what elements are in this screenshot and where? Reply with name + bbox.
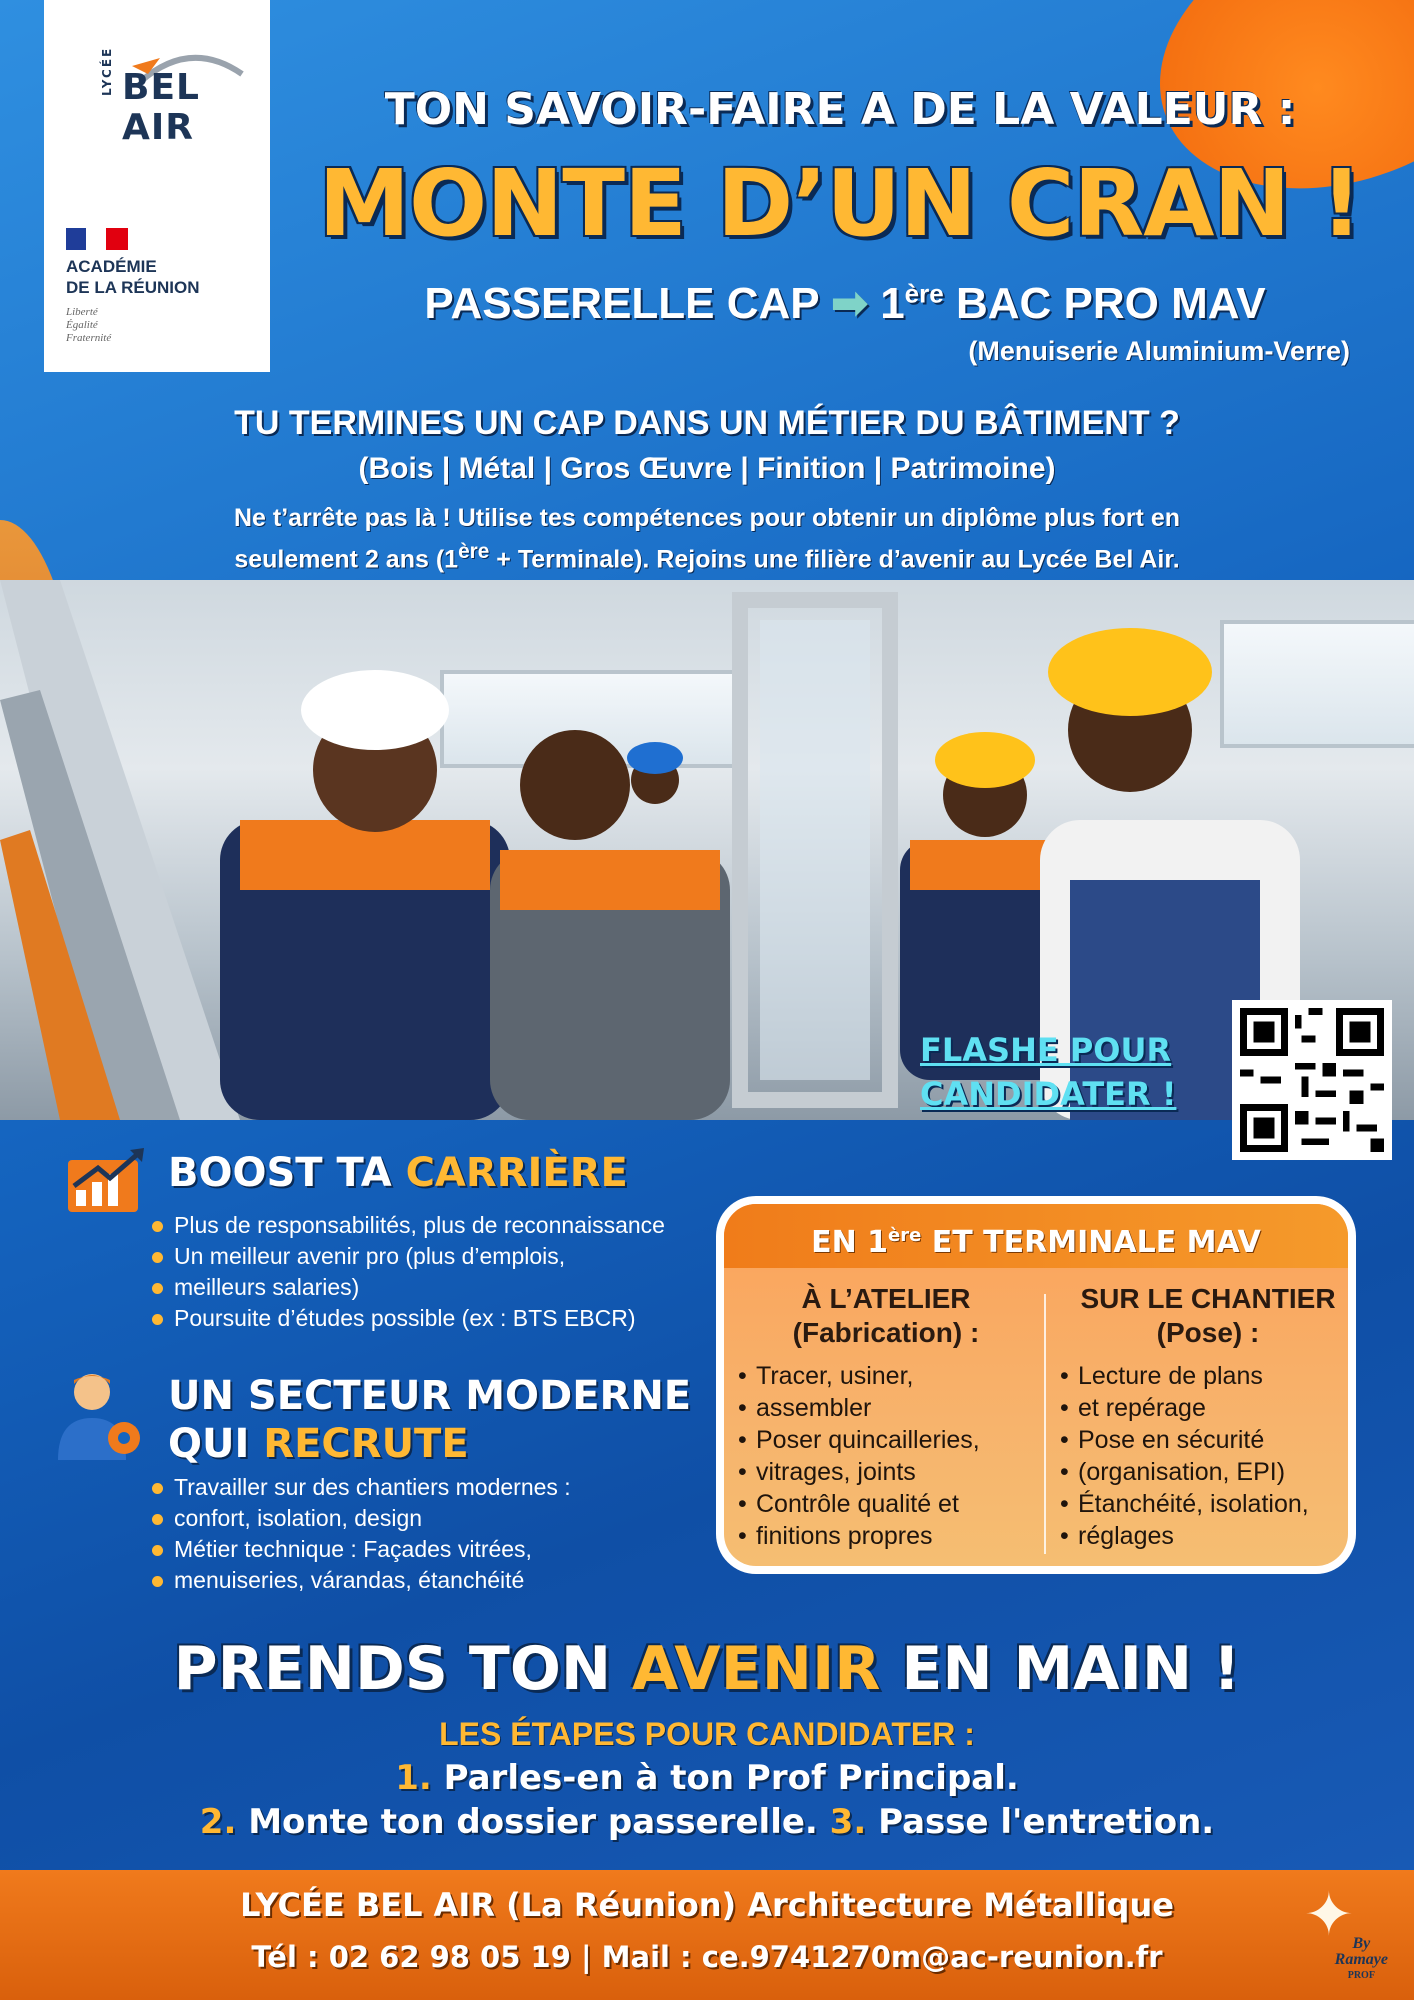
list-item: • Contrôle qualité et (736, 1488, 1036, 1520)
list-item: • Étanchéité, isolation, (1058, 1488, 1348, 1520)
headline-top: TON SAVOIR-FAIRE A DE LA VALEUR : (384, 84, 1296, 135)
list-item: confort, isolation, design (150, 1503, 710, 1534)
french-flag-icon (66, 228, 128, 250)
steps-title: LES ÉTAPES POUR CANDIDATER : (439, 1716, 975, 1752)
qr-code-icon (1240, 1008, 1384, 1152)
list-item: • finitions propres (736, 1520, 1036, 1552)
step-2-3: 2. Monte ton dossier passerelle. 3. Passe l'entretion. (199, 1802, 1215, 1842)
intro-question: TU TERMINES UN CAP DANS UN MÉTIER DU BÂTIMENT ? (234, 404, 1180, 442)
list-item: Travailler sur des chantiers modernes : (150, 1472, 710, 1503)
list-item: • Tracer, usiner, (736, 1360, 1036, 1392)
list-item: • réglages (1058, 1520, 1348, 1552)
intro-trades: (Bois | Métal | Gros Œuvre | Finition | Patrimoine) (358, 452, 1056, 485)
list-item: • Pose en sécurité (1058, 1424, 1348, 1456)
program-card-title: EN 1ère ET TERMINALE MAV (724, 1204, 1348, 1268)
passerelle-line: PASSERELLE CAP ➡ 1ère BAC PRO MAV (424, 278, 1266, 328)
career-growth-icon (64, 1146, 152, 1222)
school-logo-card (44, 0, 270, 372)
list-item: • Lecture de plans (1058, 1360, 1348, 1392)
boost-title: BOOST TA CARRIÈRE (168, 1150, 628, 1196)
academie-label: ACADÉMIE DE LA RÉUNION (66, 257, 200, 297)
step-1: 1. Parles-en à ton Prof Principal. (395, 1758, 1019, 1798)
list-item: menuiseries, várandas, étanchéité (150, 1565, 710, 1596)
boost-list (150, 1210, 710, 1334)
logo-bel: BEL (122, 67, 200, 108)
logo-air: AIR (122, 107, 194, 148)
logo-lycee-text: LYCÉE (100, 46, 114, 96)
list-item: Plus de responsabilités, plus de reconnaissance (150, 1210, 710, 1241)
republic-motto: Liberté Égalité Fraternité (66, 306, 112, 344)
list-item: • Poser quincailleries, (736, 1424, 1036, 1456)
list-item: Métier technique : Façades vitrées, (150, 1534, 710, 1565)
column-divider (1044, 1294, 1046, 1554)
footer-school: LYCÉE BEL AIR (La Réunion) Architecture Métallique (240, 1886, 1174, 1924)
logo-text (122, 68, 200, 148)
list-item: • (organisation, EPI) (1058, 1456, 1348, 1488)
sparkle-icon: ✦ (1303, 1880, 1354, 1950)
secteur-title: UN SECTEUR MODERNE QUI RECRUTE (168, 1373, 692, 1467)
chantier-title: SUR LE CHANTIER (Pose) : (1080, 1283, 1336, 1348)
passerelle-subtitle: (Menuiserie Aluminium-Verre) (968, 336, 1350, 366)
recruiter-person-icon (52, 1368, 148, 1464)
atelier-title: À L’ATELIER (Fabrication) : (792, 1283, 980, 1348)
list-item: Poursuite d’études possible (ex : BTS EBCR) (150, 1303, 710, 1334)
program-card (716, 1196, 1356, 1574)
headline-main: MONTE D’UN CRAN ! (318, 150, 1362, 257)
list-item: Un meilleur avenir pro (plus d’emplois, (150, 1241, 710, 1272)
list-item: meilleurs salaries) (150, 1272, 710, 1303)
qr-code[interactable] (1232, 1000, 1392, 1160)
chantier-column (1058, 1282, 1348, 1552)
intro-text: Ne t’arrête pas là ! Utilise tes compétences pour obtenir un diplôme plus fort en seulement 2 ans (1ère + Terminale). Rejoins une filière d’avenir au Lycée Bel Air. (233, 504, 1181, 574)
arrow-right-icon: ➡ (831, 279, 868, 328)
secteur-list (150, 1472, 710, 1596)
list-item: • et repérage (1058, 1392, 1348, 1424)
footer (0, 1870, 1414, 2000)
atelier-column (736, 1282, 1036, 1552)
flash-qr-cta[interactable]: FLASHE POUR CANDIDATER ! (920, 1031, 1177, 1113)
list-item: • assembler (736, 1392, 1036, 1424)
list-item: • vitrages, joints (736, 1456, 1036, 1488)
footer-contact[interactable]: Tél : 02 62 98 05 19 | Mail : ce.9741270m@ac-reunion.fr (251, 1940, 1163, 1974)
program-card-inner (724, 1204, 1348, 1566)
author-signature: By Ramaye PROF (1334, 1935, 1388, 1981)
cta-title: PRENDS TON AVENIR EN MAIN ! (173, 1634, 1241, 1704)
